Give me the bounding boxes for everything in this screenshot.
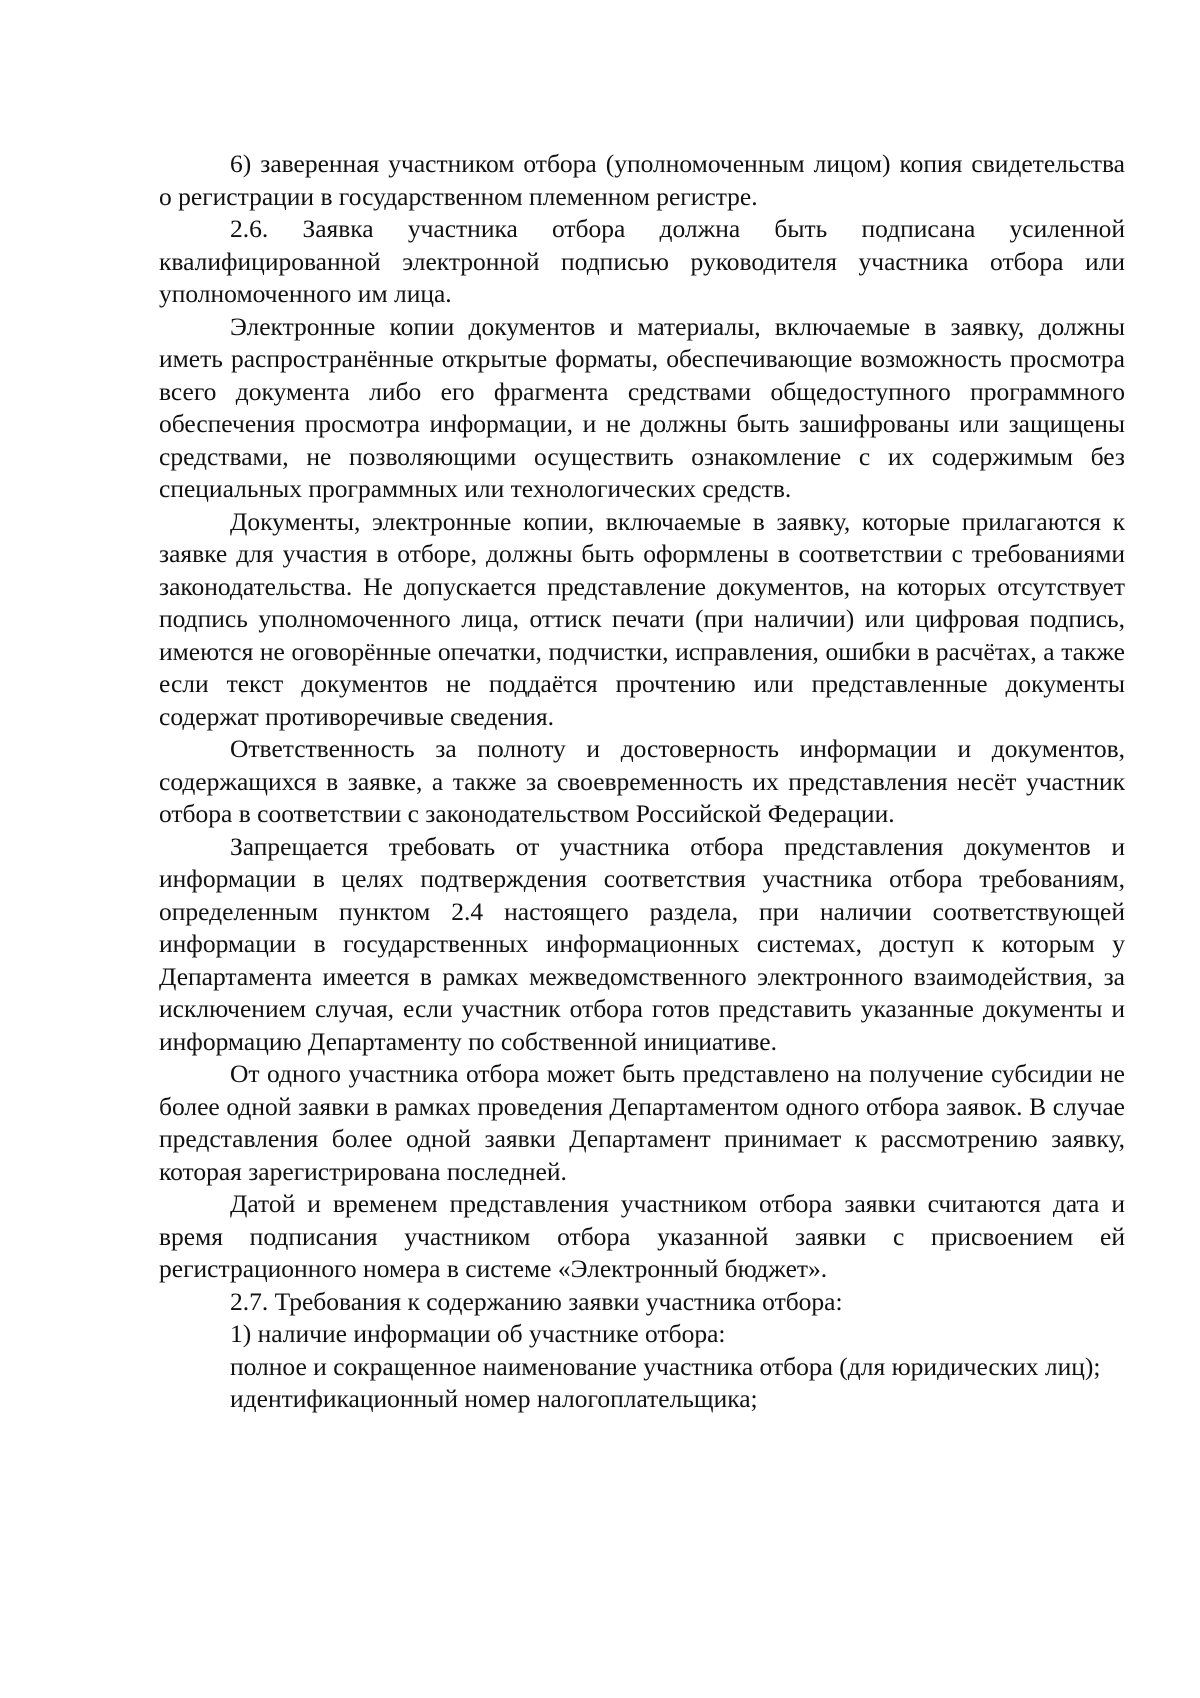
paragraph-section-2-7: 2.7. Требования к содержанию заявки участника отбора: — [230, 1286, 843, 1316]
paragraph-inn: идентификационный номер налогоплательщика; — [230, 1384, 758, 1413]
paragraph-prohibition: Запрещается требовать от участника отбора представления документов и информации в целях подтверждения соответствия участника отбора требованиям, определенным пунктом 2.4 настоящего раздела, при наличии соответствующей информации в государственных информационных системах, доступ к которым у Департамента имеется в рамках межведомственного электронного взаимодействия, за исключением случая, если участник отбора готов представить указанные документы и информацию Департаменту по собственной инициативе. — [159, 831, 1125, 1056]
paragraph-item-6: 6) заверенная участником отбора (уполномоченным лицом) копия свидетельства о регистрации в государственном племенном регистре. — [159, 149, 1125, 211]
paragraph-item-1: 1) наличие информации об участнике отбора: — [230, 1319, 726, 1348]
paragraph-documents-requirements: Документы, электронные копии, включаемые в заявку, которые прилагаются к заявке для участия в отборе, должны быть оформлены в соответствии с требованиями законодательства. Не допускается представление документов, на которых отсутствует подпись уполномоченного лица, оттиск печати (при наличии) или цифровая подпись, имеются не оговорённые опечатки, подчистки, исправления, ошибки в расчётах, а также если текст документов не поддаётся прочтению или представленные документы содержат противоречивые сведения. — [159, 506, 1125, 731]
paragraph-submission-date: Датой и временем представления участником отбора заявки считаются дата и время подписания участником отбора указанной заявки с присвоением ей регистрационного номера в системе «Электронный бюджет». — [159, 1189, 1125, 1283]
paragraph-electronic-copies: Электронные копии документов и материалы, включаемые в заявку, должны иметь распространённые открытые форматы, обеспечивающие возможность просмотра всего документа либо его фрагмента средствами общедоступного программного обеспечения просмотра информации, и не должны быть зашифрованы или защищены средствами, не позволяющими осуществить ознакомление с их содержимым без специальных программных или технологических средств. — [159, 311, 1125, 503]
paragraph-section-2-6: 2.6. Заявка участника отбора должна быть подписана усиленной квалифицированной электронной подписью руководителя участника отбора или уполномоченного им лица. — [159, 214, 1125, 308]
paragraph-responsibility: Ответственность за полноту и достоверность информации и документов, содержащихся в заявке, а также за своевременность их представления несёт участник отбора в соответствии с законодательством Российской Федерации. — [159, 734, 1125, 828]
paragraph-single-application: От одного участника отбора может быть представлено на получение субсидии не более одной заявки в рамках проведения Департаментом одного отбора заявок. В случае представления более одной заявки Департамент принимает к рассмотрению заявку, которая зарегистрирована последней. — [159, 1059, 1125, 1186]
paragraph-full-name: полное и сокращенное наименование участника отбора (для юридических лиц); — [230, 1351, 1101, 1381]
document-body — [159, 148, 1125, 1416]
